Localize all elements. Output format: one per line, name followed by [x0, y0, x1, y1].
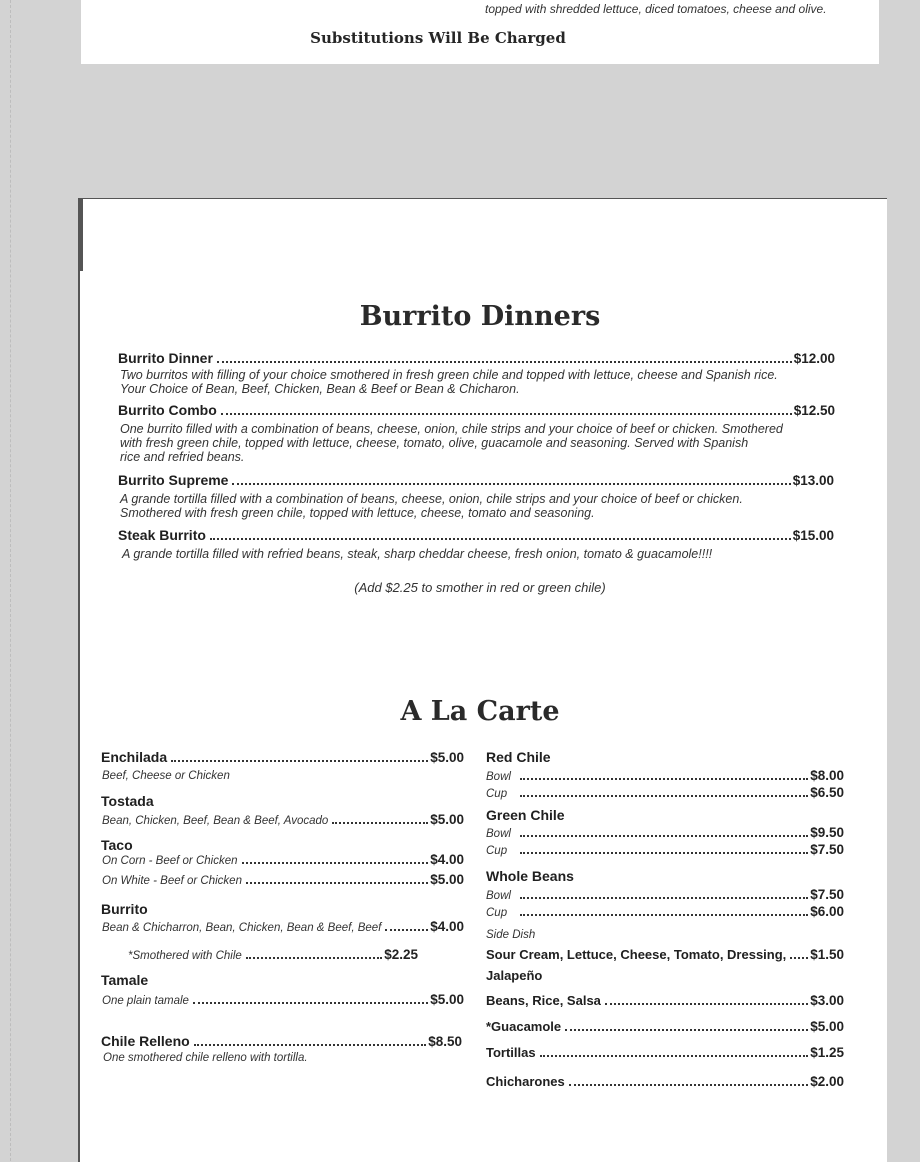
dot-leader — [221, 412, 792, 415]
item-variant: Bowl — [486, 771, 511, 783]
menu-item-chile-relleno — [101, 1033, 462, 1049]
menu-page — [78, 198, 887, 1162]
menu-item-burrito-combo — [118, 402, 835, 418]
menu-item-burrito: Burrito — [101, 901, 148, 917]
menu-item-red-chile: Red Chile — [486, 749, 551, 765]
item-price: $12.00 — [793, 351, 835, 366]
smother-note: (Add $2.25 to smother in red or green chile) — [354, 580, 606, 595]
item-price: $5.00 — [430, 812, 464, 827]
red-chile-cup-row — [486, 785, 844, 800]
description-line: Your Choice of Bean, Beef, Chicken, Bean & Beef or Bean & Chicharon. — [120, 382, 520, 396]
menu-item-tortillas — [486, 1045, 844, 1060]
item-description — [122, 547, 712, 561]
menu-item-burrito-supreme — [118, 472, 834, 488]
dot-leader — [565, 1028, 808, 1031]
substitutions-note: Substitutions Will Be Charged — [310, 29, 566, 47]
menu-item-tamale: Tamale — [101, 972, 149, 988]
item-name: *Guacamole — [486, 1019, 562, 1034]
dot-leader — [193, 1001, 428, 1004]
menu-item-burrito-dinner — [118, 350, 835, 366]
description-line: Smothered with fresh green chile, topped with lettuce, cheese, tomato and seasoning. — [120, 506, 595, 520]
item-price: $15.00 — [792, 528, 834, 543]
dot-leader — [210, 537, 791, 540]
description-line: One burrito filled with a combination of beans, cheese, onion, chile strips and your choice of beef or chicken. Smothered — [120, 422, 783, 436]
item-variant: Bowl — [486, 828, 511, 840]
description-line: A grande tortilla filled with a combination of beans, cheese, onion, chile strips and your choice of beef or chicken. — [120, 492, 743, 506]
item-price: $8.00 — [810, 768, 844, 783]
item-name: Enchilada — [101, 749, 168, 765]
item-name: Beans, Rice, Salsa — [486, 993, 601, 1008]
description-line: Two burritos with filling of your choice smothered in fresh green chile and topped with lettuce, cheese and Spanish rice. — [120, 368, 778, 382]
dot-leader — [232, 482, 790, 485]
menu-item-chicharones — [486, 1074, 844, 1089]
item-variant: Cup — [486, 907, 508, 919]
tostada-price-row — [102, 812, 464, 827]
item-price: $8.50 — [428, 1034, 462, 1049]
item-description — [120, 422, 783, 464]
burrito-dinners-title: Burrito Dinners — [359, 301, 601, 332]
item-description: Beef, Cheese or Chicken — [102, 770, 230, 782]
item-price: $2.25 — [384, 947, 418, 962]
item-price: $4.00 — [430, 919, 464, 934]
dot-leader — [790, 956, 808, 959]
dot-leader — [520, 777, 808, 780]
dot-leader — [520, 834, 808, 837]
description-line: with fresh green chile, topped with lettuce, cheese, tomato, olive, guacamole and seasoning. Served with Spanish — [120, 436, 749, 450]
page-edge-line — [10, 0, 11, 1161]
menu-item-beans-rice-salsa — [486, 993, 844, 1008]
item-price: $12.50 — [793, 403, 835, 418]
smothered-row — [128, 947, 418, 962]
dot-leader — [520, 896, 808, 899]
dot-leader — [520, 794, 808, 797]
description-line: rice and refried beans. — [120, 450, 245, 464]
item-price: $13.00 — [792, 473, 834, 488]
item-price: $3.00 — [810, 993, 844, 1008]
item-price: $4.00 — [430, 852, 464, 867]
item-name: Burrito Combo — [118, 402, 217, 418]
item-variant: On Corn - Beef or Chicken — [102, 855, 238, 867]
item-name: Tortillas — [486, 1045, 536, 1060]
item-name: Chile Relleno — [101, 1033, 190, 1049]
previous-item-description: topped with shredded lettuce, diced tomatoes, cheese and olive. — [485, 2, 827, 16]
item-price: $5.00 — [810, 1019, 844, 1034]
item-variant: *Smothered with Chile — [128, 950, 242, 962]
item-price: $5.00 — [430, 992, 464, 1007]
menu-item-enchilada — [101, 749, 464, 765]
menu-item-sour-cream — [486, 947, 844, 962]
description-line: A grande tortilla filled with refried beans, steak, sharp cheddar cheese, fresh onion, tomato & guacamole!!!! — [122, 547, 713, 561]
item-price: $2.00 — [810, 1074, 844, 1089]
dot-leader — [194, 1043, 427, 1046]
menu-item-guacamole — [486, 1019, 844, 1034]
item-name: Burrito Supreme — [118, 472, 229, 488]
dot-leader — [332, 821, 428, 824]
whole-beans-cup-row — [486, 904, 844, 919]
item-price: $1.50 — [810, 947, 844, 962]
item-name: Sour Cream, Lettuce, Cheese, Tomato, Dressing, — [486, 947, 787, 962]
item-price: $6.50 — [810, 785, 844, 800]
dot-leader — [520, 913, 808, 916]
green-chile-bowl-row — [486, 825, 844, 840]
whole-beans-bowl-row — [486, 887, 844, 902]
item-variant: Bean, Chicken, Beef, Bean & Beef, Avocado — [102, 815, 329, 827]
item-variant: On White - Beef or Chicken — [102, 875, 242, 887]
taco-white-row — [102, 872, 464, 887]
item-description — [120, 492, 743, 520]
item-name: Chicharones — [486, 1074, 565, 1089]
item-name: Steak Burrito — [118, 527, 206, 543]
item-price: $9.50 — [810, 825, 844, 840]
tamale-price-row — [102, 992, 464, 1007]
previous-page-fragment — [81, 0, 879, 64]
dot-leader — [540, 1054, 809, 1057]
item-price: $7.50 — [810, 842, 844, 857]
item-price: $5.00 — [430, 872, 464, 887]
dot-leader — [246, 956, 382, 959]
menu-item-taco: Taco — [101, 837, 133, 853]
item-price: $5.00 — [430, 750, 464, 765]
item-variant: Cup — [486, 845, 508, 857]
item-description — [120, 368, 778, 396]
menu-item-tostada: Tostada — [101, 793, 154, 809]
item-variant: Bean & Chicharron, Bean, Chicken, Bean & Beef, Beef — [102, 922, 382, 934]
taco-corn-row — [102, 852, 464, 867]
item-price: $1.25 — [810, 1045, 844, 1060]
green-chile-cup-row — [486, 842, 844, 857]
dot-leader — [242, 861, 429, 864]
red-chile-bowl-row — [486, 768, 844, 783]
item-name: Burrito Dinner — [118, 350, 213, 366]
menu-item-steak-burrito — [118, 527, 834, 543]
item-price: $6.00 — [810, 904, 844, 919]
item-price: $7.50 — [810, 887, 844, 902]
item-variant: Bowl — [486, 890, 511, 902]
binder-mark — [78, 199, 83, 271]
item-variant: One plain tamale — [102, 995, 189, 1007]
burrito-price-row — [102, 919, 464, 934]
menu-item-green-chile: Green Chile — [486, 807, 565, 823]
dot-leader — [605, 1002, 808, 1005]
a-la-carte-title: A La Carte — [400, 696, 560, 727]
menu-item-whole-beans: Whole Beans — [486, 868, 574, 884]
item-description: One smothered chile relleno with tortilla. — [103, 1052, 308, 1064]
dot-leader — [569, 1083, 808, 1086]
dot-leader — [246, 881, 428, 884]
item-variant: Cup — [486, 788, 508, 800]
side-dish-label: Side Dish — [486, 929, 536, 941]
dot-leader — [385, 928, 428, 931]
dot-leader — [217, 360, 792, 363]
dot-leader — [520, 851, 808, 854]
dot-leader — [171, 759, 428, 762]
jalapeno-label: Jalapeño — [486, 968, 543, 983]
